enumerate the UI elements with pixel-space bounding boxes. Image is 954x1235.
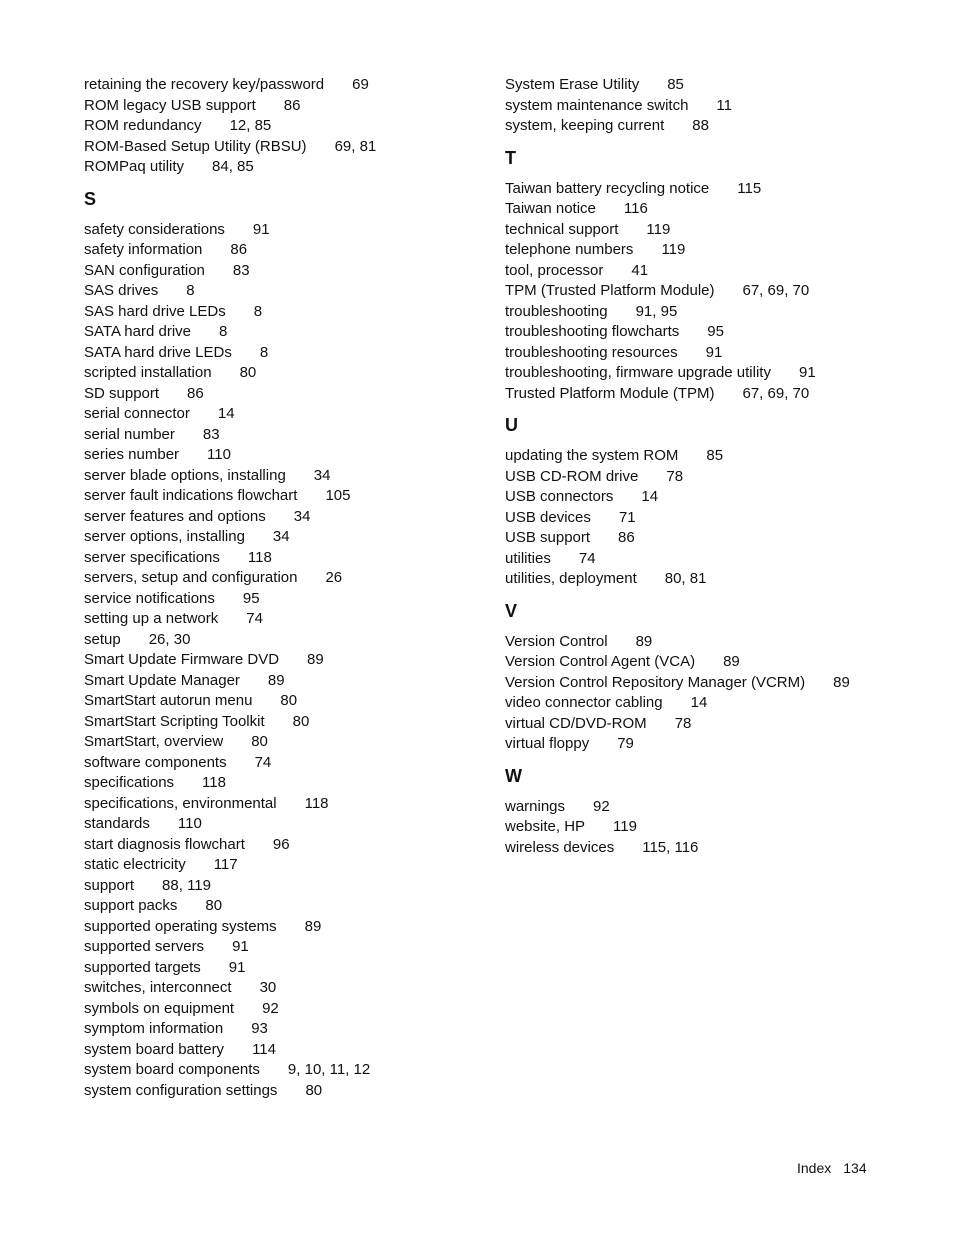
- page-reference: 30: [259, 979, 277, 996]
- index-term: SAS drives: [84, 282, 159, 299]
- index-entry: [84, 363, 484, 384]
- index-term: symptom information: [84, 1020, 224, 1037]
- page-reference: 83: [232, 261, 250, 279]
- index-entry: [84, 527, 484, 548]
- page-reference: 89: [723, 653, 740, 670]
- index-entry: [84, 1060, 484, 1081]
- page-reference: 89: [267, 671, 285, 689]
- index-term: tool, processor: [505, 261, 604, 279]
- page-reference: 92: [262, 999, 279, 1017]
- page-reference: 34: [272, 528, 290, 545]
- index-entry: [505, 508, 925, 529]
- index-entry: [505, 220, 925, 241]
- index-term: service notifications: [84, 589, 215, 607]
- page-reference: 88: [692, 117, 709, 134]
- index-entry: [84, 691, 484, 712]
- index-term: Taiwan notice: [505, 200, 596, 217]
- page-reference: 91: [705, 343, 723, 361]
- page-reference: 14: [641, 488, 659, 505]
- index-entry: [505, 446, 925, 467]
- page-reference: 88, 119: [162, 876, 211, 894]
- page-reference: 8: [186, 282, 195, 299]
- index-term: wireless devices: [505, 838, 615, 856]
- page-reference: 95: [707, 323, 724, 340]
- index-term: SATA hard drive: [84, 323, 191, 340]
- index-term: specifications, environmental: [84, 794, 277, 812]
- index-term: server blade options, installing: [84, 466, 286, 484]
- index-entry: [84, 753, 484, 774]
- index-term: utilities: [505, 549, 551, 567]
- index-entry: [505, 343, 925, 364]
- index-entry: [84, 855, 484, 876]
- page-reference: 41: [631, 261, 649, 279]
- index-term: switches, interconnect: [84, 979, 232, 996]
- index-entry: [505, 116, 925, 137]
- page-reference: 116: [623, 200, 648, 217]
- index-term: SATA hard drive LEDs: [84, 343, 232, 361]
- index-entry: [505, 302, 925, 323]
- index-term: Smart Update Firmware DVD: [84, 651, 280, 668]
- index-entry: [84, 322, 484, 343]
- page-reference: 78: [674, 714, 692, 732]
- index-entry: [505, 838, 925, 859]
- index-entry: [84, 1081, 484, 1102]
- page-reference: 110: [207, 446, 231, 463]
- index-term: System Erase Utility: [505, 76, 640, 93]
- index-term: serial connector: [84, 405, 190, 422]
- page-reference: 114: [252, 1040, 276, 1058]
- index-entry: [505, 322, 925, 343]
- index-term: Version Control: [505, 632, 608, 650]
- index-term: updating the system ROM: [505, 447, 679, 464]
- page-reference: 14: [217, 405, 235, 422]
- page-reference: 91: [232, 938, 249, 955]
- index-entry: [505, 673, 925, 694]
- page-reference: 8: [253, 302, 263, 320]
- page-reference: 34: [293, 507, 311, 525]
- index-entry: [84, 425, 484, 446]
- page-reference: 80: [292, 712, 310, 730]
- page-reference: 91: [228, 958, 246, 976]
- page-reference: 34: [313, 466, 331, 484]
- index-entry: [84, 220, 484, 241]
- index-term: safety considerations: [84, 220, 225, 238]
- page-reference: 80: [239, 364, 257, 381]
- page-number: 134: [843, 1160, 867, 1176]
- section-letter: V: [505, 600, 518, 621]
- index-term: Version Control Repository Manager (VCRM): [505, 673, 806, 691]
- index-entry: [505, 363, 925, 384]
- page-reference: 86: [187, 384, 204, 402]
- index-entry: [84, 281, 484, 302]
- index-term: SmartStart, overview: [84, 733, 224, 750]
- page-reference: 11: [716, 96, 732, 114]
- index-term: server specifications: [84, 548, 220, 566]
- index-term: system, keeping current: [505, 117, 665, 134]
- index-entry: [505, 199, 925, 220]
- index-term: virtual CD/DVD-ROM: [505, 714, 647, 732]
- index-entry: [505, 75, 925, 96]
- page-reference: 80: [205, 897, 223, 914]
- index-term: static electricity: [84, 856, 186, 873]
- index-entry: [505, 652, 925, 673]
- page-reference: 91: [252, 220, 270, 238]
- index-entry: [505, 384, 925, 405]
- index-term: utilities, deployment: [505, 570, 637, 587]
- index-term: SAS hard drive LEDs: [84, 302, 226, 320]
- index-entry: [84, 958, 484, 979]
- index-entry: [84, 1040, 484, 1061]
- index-term: SmartStart Scripting Toolkit: [84, 712, 265, 730]
- index-term: SD support: [84, 384, 160, 402]
- index-term: Trusted Platform Module (TPM): [505, 384, 715, 402]
- index-entry: [505, 261, 925, 282]
- page-reference: 83: [202, 425, 220, 443]
- index-term: start diagnosis flowchart: [84, 835, 245, 853]
- index-term: Version Control Agent (VCA): [505, 653, 696, 670]
- index-term: video connector cabling: [505, 694, 663, 711]
- page-reference: 91, 95: [635, 302, 678, 320]
- index-term: technical support: [505, 220, 619, 238]
- page-reference: 86: [283, 96, 301, 114]
- index-term: USB support: [505, 529, 591, 546]
- index-entry: [505, 734, 925, 755]
- index-term: troubleshooting, firmware upgrade utility: [505, 364, 771, 381]
- index-term: troubleshooting flowcharts: [505, 323, 680, 340]
- page-reference: 118: [247, 548, 272, 566]
- page-reference: 80, 81: [664, 570, 707, 587]
- index-entry: [505, 817, 925, 838]
- page-reference: 115: [737, 179, 762, 197]
- index-entry: [84, 384, 484, 405]
- section-letter: T: [505, 147, 516, 168]
- index-term: ROM legacy USB support: [84, 96, 256, 114]
- page-footer: [797, 1158, 867, 1178]
- index-term: server options, installing: [84, 528, 245, 545]
- index-term: system maintenance switch: [505, 96, 689, 114]
- index-entry: [84, 999, 484, 1020]
- index-term: server features and options: [84, 507, 266, 525]
- index-entry: [84, 75, 484, 96]
- index-entry: [84, 609, 484, 630]
- index-entry: [84, 116, 484, 137]
- page-reference: 86: [618, 529, 635, 546]
- index-term: telephone numbers: [505, 241, 634, 258]
- index-term: SmartStart autorun menu: [84, 692, 253, 709]
- index-entry: [84, 794, 484, 815]
- index-term: supported servers: [84, 938, 205, 955]
- index-entry: [505, 487, 925, 508]
- index-entry: [84, 630, 484, 651]
- index-term: series number: [84, 446, 180, 463]
- index-entry: [84, 302, 484, 323]
- page-reference: 69: [352, 76, 369, 93]
- index-term: support: [84, 876, 135, 894]
- index-entry: [84, 589, 484, 610]
- index-entry: [84, 937, 484, 958]
- page-reference: 26, 30: [148, 630, 191, 648]
- index-entry: [84, 1019, 484, 1040]
- index-entry: [505, 714, 925, 735]
- index-entry: [84, 896, 484, 917]
- index-entry: [84, 712, 484, 733]
- index-entry: [505, 549, 925, 570]
- page-reference: 78: [666, 467, 684, 485]
- page-reference: 26: [325, 569, 343, 586]
- page-reference: 105: [325, 487, 351, 504]
- index-term: ROMPaq utility: [84, 158, 185, 175]
- index-term: troubleshooting: [505, 302, 608, 320]
- index-entry: [505, 281, 925, 302]
- index-entry: [84, 445, 484, 466]
- index-entry: [505, 797, 925, 818]
- section-letter: W: [505, 765, 522, 786]
- page-reference: 71: [618, 508, 636, 526]
- index-term: scripted installation: [84, 364, 212, 381]
- page-reference: 80: [305, 1081, 323, 1099]
- page-reference: 119: [613, 818, 637, 835]
- index-right-column: [505, 75, 925, 858]
- page-reference: 79: [617, 735, 634, 752]
- footer-label: Index: [797, 1160, 832, 1176]
- page-reference: 119: [661, 241, 686, 258]
- section-letter: U: [505, 415, 518, 435]
- index-term: warnings: [505, 797, 566, 815]
- index-entry: [505, 693, 925, 714]
- index-entry: [84, 157, 484, 178]
- page-reference: 8: [219, 323, 228, 340]
- index-entry: [84, 671, 484, 692]
- page-reference: 89: [635, 632, 653, 650]
- index-entry: [505, 179, 925, 200]
- index-left-column: [84, 75, 484, 1101]
- page-reference: 95: [242, 589, 260, 607]
- index-entry: [84, 650, 484, 671]
- index-term: retaining the recovery key/password: [84, 76, 325, 93]
- index-entry: [84, 548, 484, 569]
- index-entry: [505, 569, 925, 590]
- index-entry: [84, 917, 484, 938]
- index-entry: [84, 507, 484, 528]
- index-term: setting up a network: [84, 610, 219, 627]
- page-reference: 84, 85: [212, 158, 254, 175]
- page-reference: 74: [578, 549, 596, 567]
- page-reference: 91: [798, 364, 816, 381]
- page-reference: 85: [667, 76, 684, 93]
- index-term: USB connectors: [505, 488, 614, 505]
- index-term: supported operating systems: [84, 917, 277, 935]
- page-reference: 69, 81: [334, 137, 377, 155]
- index-term: SAN configuration: [84, 261, 205, 279]
- index-entry: [84, 343, 484, 364]
- index-term: ROM-Based Setup Utility (RBSU): [84, 137, 307, 155]
- section-letter: S: [84, 188, 97, 209]
- index-term: safety information: [84, 241, 203, 258]
- page-reference: 86: [230, 241, 248, 258]
- index-term: website, HP: [505, 818, 586, 835]
- page-reference: 89: [833, 673, 850, 691]
- index-term: troubleshooting resources: [505, 343, 678, 361]
- index-term: USB devices: [505, 508, 591, 526]
- index-term: system board components: [84, 1061, 260, 1078]
- index-term: Taiwan battery recycling notice: [505, 179, 710, 197]
- index-term: USB CD-ROM drive: [505, 467, 639, 485]
- index-entry: [84, 568, 484, 589]
- index-term: supported targets: [84, 958, 201, 976]
- page-reference: 93: [251, 1020, 268, 1037]
- index-entry: [84, 466, 484, 487]
- page-reference: 89: [307, 651, 324, 668]
- page-reference: 9, 10, 11, 12: [287, 1061, 371, 1078]
- index-entry: [505, 528, 925, 549]
- index-term: virtual floppy: [505, 735, 590, 752]
- page-reference: 118: [304, 794, 329, 812]
- index-term: standards: [84, 815, 150, 832]
- index-term: Smart Update Manager: [84, 671, 240, 689]
- index-entry: [84, 137, 484, 158]
- index-entry: [505, 632, 925, 653]
- page-reference: 74: [246, 610, 263, 627]
- page-reference: 67, 69, 70: [742, 282, 810, 299]
- index-term: serial number: [84, 425, 175, 443]
- index-term: support packs: [84, 897, 178, 914]
- index-entry: [505, 96, 925, 117]
- page-reference: 96: [272, 835, 290, 853]
- index-term: servers, setup and configuration: [84, 569, 298, 586]
- index-term: symbols on equipment: [84, 999, 235, 1017]
- index-entry: [84, 404, 484, 425]
- index-term: server fault indications flowchart: [84, 487, 298, 504]
- page-reference: 92: [593, 797, 610, 815]
- page-reference: 67, 69, 70: [742, 384, 810, 402]
- index-entry: [505, 240, 925, 261]
- index-entry: [84, 240, 484, 261]
- page-reference: 85: [706, 447, 724, 464]
- page-reference: 117: [213, 856, 238, 873]
- index-entry: [84, 978, 484, 999]
- index-entry: [84, 96, 484, 117]
- index-entry: [84, 814, 484, 835]
- index-term: system configuration settings: [84, 1081, 278, 1099]
- page-reference: 80: [251, 733, 268, 750]
- index-entry: [84, 835, 484, 856]
- index-entry: [84, 486, 484, 507]
- index-term: setup: [84, 630, 121, 648]
- index-entry: [84, 261, 484, 282]
- page-reference: 12, 85: [229, 117, 272, 134]
- page-reference: 14: [690, 694, 708, 711]
- page-reference: 118: [202, 774, 226, 791]
- page-reference: 115, 116: [642, 838, 699, 856]
- index-entry: [84, 876, 484, 897]
- index-entry: [84, 773, 484, 794]
- index-term: ROM redundancy: [84, 117, 202, 134]
- index-term: system board battery: [84, 1040, 225, 1058]
- page-reference: 119: [646, 220, 671, 238]
- page-reference: 110: [177, 815, 202, 832]
- index-term: TPM (Trusted Platform Module): [505, 282, 715, 299]
- page-reference: 74: [254, 753, 272, 771]
- index-term: specifications: [84, 774, 175, 791]
- index-entry: [84, 732, 484, 753]
- index-entry: [505, 467, 925, 488]
- index-term: software components: [84, 753, 227, 771]
- page-reference: 8: [259, 343, 269, 361]
- page-reference: 80: [280, 692, 298, 709]
- page-reference: 89: [304, 917, 322, 935]
